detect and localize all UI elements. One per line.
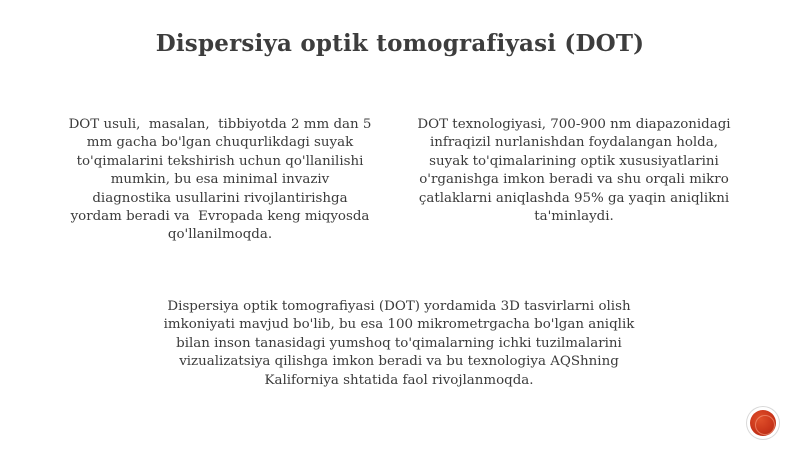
left-paragraph: DOT usuli, masalan, tibbiyotda 2 mm dan 5 mm gacha bo'lgan chuqurlikdagi suyak to'qimalarini tekshirish uchun qo'llanilishi mumkin, bu esa minimal invaziv diagnostika usullarini rivojlantirishga yordam beradi va Evropada keng miqyosda qo'llanilmoqda. — [68, 117, 372, 243]
circle-nav-icon — [750, 410, 776, 436]
right-paragraph: DOT texnologiyasi, 700-900 nm diapazonidagi infraqizil nurlanishdan foydalangan holda, suyak to'qimalarining optik xususiyatlarini o'rganishga imkon beradi va shu orqali mikro çatlaklarni aniqlashda 95% ga yaqin aniqlikni ta'minlaydi. — [417, 117, 731, 225]
circle-nav-icon-ring — [755, 415, 775, 435]
slide-nav-button[interactable] — [747, 407, 779, 439]
bottom-paragraph: Dispersiya optik tomografiyasi (DOT) yordamida 3D tasvirlarni olish imkoniyati mavjud bo'lib, bu esa 100 mikrometrgacha bo'lgan aniqlik bilan inson tanasidagi yumshoq to'qimalarning ichki tuzilmalarini vizualizatsiya qilishga imkon beradi va bu texnologiya AQShning Kaliforniya shtatida faol rivojlanmoqda. — [163, 299, 635, 388]
slide-title: Dispersiya optik tomografiyasi (DOT) — [155, 30, 645, 57]
